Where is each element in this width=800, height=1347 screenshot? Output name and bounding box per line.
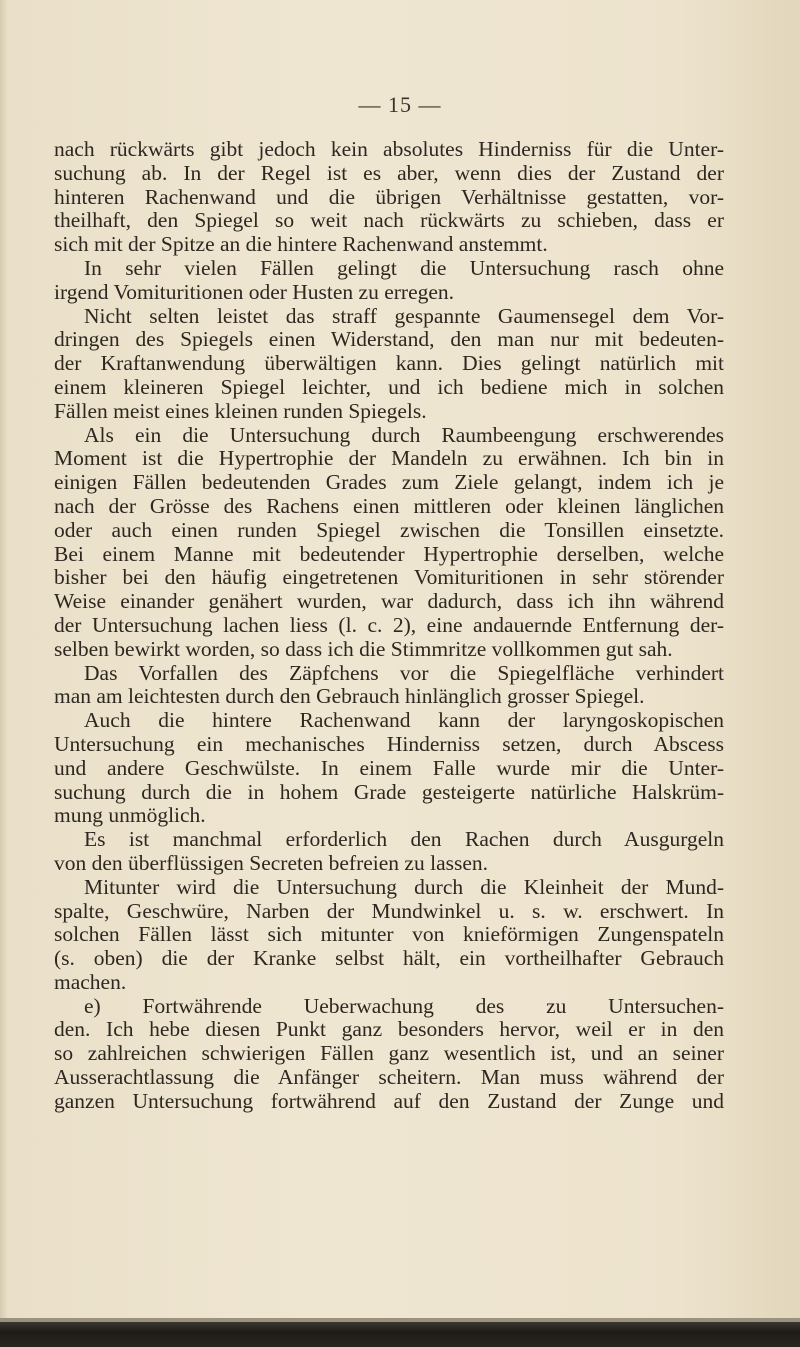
text-line: irgend Vomituritionen oder Husten zu erregen. <box>54 279 455 304</box>
page-number: — 15 — <box>358 92 442 117</box>
text-line: suchung durch die in hohem Grade gesteigerte natürliche Halskrüm- <box>54 779 724 804</box>
text-line: ganzen Untersuchung fortwährend auf den Zustand der Zunge und <box>54 1088 724 1113</box>
text-line: Es ist manchmal erforderlich den Rachen durch Ausgurgeln <box>84 827 724 852</box>
text-line: man am leichtesten durch den Gebrauch hinlänglich grosser Spiegel. <box>54 684 645 709</box>
text-line: selben bewirkt worden, so dass ich die Stimmritze vollkommen gut sah. <box>54 636 673 661</box>
text-line: dringen des Spiegels einen Widerstand, den man nur mit bedeuten- <box>54 327 724 352</box>
text-line: Untersuchung ein mechanisches Hinderniss setzen, durch Abscess <box>54 731 724 756</box>
text-line: e) Fortwährende Ueberwachung des zu Untersuchen- <box>84 993 724 1018</box>
text-line: Nicht selten leistet das straff gespannte Gaumensegel dem Vor- <box>84 303 724 328</box>
text-line: der Kraftanwendung überwältigen kann. Dies gelingt natürlich mit <box>54 351 724 376</box>
body-text <box>54 138 724 1114</box>
text-line: (s. oben) die der Kranke selbst hält, ein vortheilhafter Gebrauch <box>54 946 724 971</box>
text-line: Ausserachtlassung die Anfänger scheitern. Man muss während der <box>54 1065 724 1090</box>
page-gutter-shadow <box>0 0 8 1347</box>
text-line: mung unmöglich. <box>54 803 206 828</box>
text-line: Weise einander genähert wurden, war dadurch, dass ich ihn während <box>54 589 724 614</box>
text-line: Mitunter wird die Untersuchung durch die Kleinheit der Mund- <box>84 874 724 899</box>
text-line: und andere Geschwülste. In einem Falle wurde mir die Unter- <box>54 755 724 780</box>
text-line: In sehr vielen Fällen gelingt die Untersuchung rasch ohne <box>84 255 724 280</box>
text-line: Fällen meist eines kleinen runden Spiegels. <box>54 398 427 423</box>
text-line: Auch die hintere Rachenwand kann der laryngoskopischen <box>84 708 724 733</box>
text-line: solchen Fällen lässt sich mitunter von knieförmigen Zungenspateln <box>54 922 724 947</box>
text-line: Als ein die Untersuchung durch Raumbeengung erschwerendes <box>84 422 724 447</box>
text-line: den. Ich hebe diesen Punkt ganz besonders hervor, weil er in den <box>54 1017 724 1042</box>
text-line: machen. <box>54 969 127 994</box>
text-line: der Untersuchung lachen liess (l. c. 2), eine andauernde Entfernung der- <box>54 612 724 637</box>
text-line: nach rückwärts gibt jedoch kein absolutes Hinderniss für die Unter- <box>54 137 724 161</box>
text-line: Bei einem Manne mit bedeutender Hypertrophie derselben, welche <box>54 541 724 566</box>
text-line: hinteren Rachenwand und die übrigen Verhältnisse gestatten, vor- <box>54 184 724 209</box>
text-line: theilhaft, den Spiegel so weit nach rückwärts zu schieben, dass er <box>54 208 724 233</box>
text-line: Moment ist die Hypertrophie der Mandeln zu erwähnen. Ich bin in <box>54 446 724 471</box>
text-line: einem kleineren Spiegel leichter, und ich bediene mich in solchen <box>54 374 724 399</box>
text-line: oder auch einen runden Spiegel zwischen die Tonsillen einsetzte. <box>54 517 724 542</box>
page-bottom-edge <box>0 1322 800 1347</box>
text-line: einigen Fällen bedeutenden Grades zum Ziele gelangt, indem ich je <box>54 470 724 495</box>
text-line: nach der Grösse des Rachens einen mittleren oder kleinen länglichen <box>54 493 724 518</box>
text-line: von den überflüssigen Secreten befreien zu lassen. <box>54 850 489 875</box>
text-line: suchung ab. In der Regel ist es aber, wenn dies der Zustand der <box>54 160 724 185</box>
text-line: bisher bei den häufig eingetretenen Vomituritionen in sehr störender <box>54 565 724 590</box>
text-line: spalte, Geschwüre, Narben der Mundwinkel u. s. w. erschwert. In <box>54 898 724 923</box>
text-line: sich mit der Spitze an die hintere Rachenwand anstemmt. <box>54 232 548 257</box>
text-line: so zahlreichen schwierigen Fällen ganz wesentlich ist, und an seiner <box>54 1041 724 1066</box>
text-line: Das Vorfallen des Zäpfchens vor die Spiegelfläche verhindert <box>84 660 724 685</box>
